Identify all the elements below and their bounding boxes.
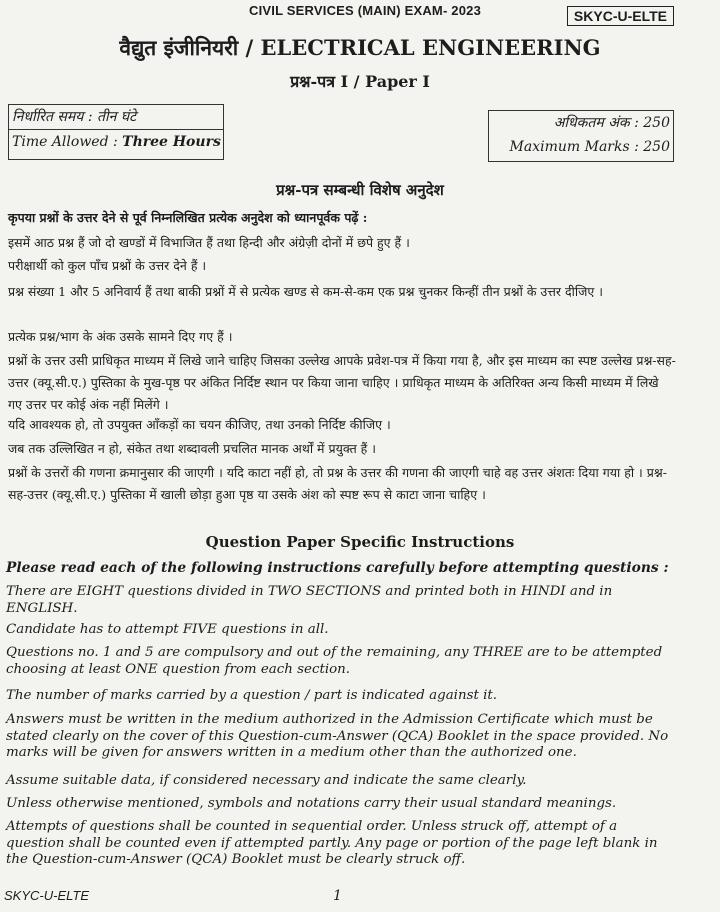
english-instruction-item: The number of marks carried by a question / part is indicated against it.	[6, 688, 498, 703]
time-allowed-hindi: निर्धारित समय : तीन घंटे	[12, 109, 137, 125]
time-allowed-label: Time Allowed :	[12, 134, 123, 150]
paper-number: प्रश्न-पत्र I / Paper I	[290, 72, 430, 91]
english-instruction-item: Attempts of questions shall be counted in sequential order. Unless struck off, attempt of a question shall be counted even if attempted partly. Any page or portion of the page left blank in the Question-cum-Answer (QCA) Booklet must be clearly struck off.	[6, 819, 658, 867]
hindi-instruction-item: जब तक उल्लिखित न हो, संकेत तथा शब्दावली प्रचलित मानक अर्थों में प्रयुक्त हैं ।	[8, 441, 377, 456]
time-allowed-box	[8, 104, 224, 160]
hindi-instruction-item: प्रश्नों के उत्तर उसी प्राधिकृत माध्यम में लिखे जाने चाहिए जिसका उल्लेख आपके प्रवेश-पत्र में किया गया है, और इस माध्यम का स्पष्ट उल्लेख प्रश्न-सह-उत्तर (क्यू.सी.ए.) पुस्तिका के मुख-पृष्ठ पर अंकित निर्दिष्ट स्थान पर किया जाना चाहिए । प्राधिकृत माध्यम के अतिरिक्त अन्य किसी माध्यम में लिखे गए उत्तर पर कोई अंक नहीं मिलेंगे ।	[8, 353, 676, 412]
hindi-instruction-item: प्रश्नों के उत्तरों की गणना क्रमानुसार की जाएगी । यदि काटा नहीं हो, तो प्रश्न के उत्तर की गणना की जाएगी चाहे वह उत्तर अंशतः दिया गया हो । प्रश्न-सह-उत्तर (क्यू.सी.ए.) पुस्तिका में खाली छोड़ा हुआ पृष्ठ या उसके अंश को स्पष्ट रूप से काटा जाना चाहिए ।	[8, 465, 667, 502]
hindi-instruction-item: परीक्षार्थी को कुल पाँच प्रश्नों के उत्तर देने हैं ।	[8, 258, 207, 273]
maximum-marks-english: Maximum Marks : 250	[509, 139, 670, 155]
exam-name: CIVIL SERVICES (MAIN) EXAM- 2023	[248, 3, 482, 18]
time-allowed-english	[9, 130, 223, 154]
english-instruction-item: Answers must be written in the medium authorized in the Admission Certificate which must be stated clearly on the cover of this Question-cum-Answer (QCA) Booklet in the space provided. No marks will be given for answers written in a medium other than the authorized one.	[6, 712, 669, 760]
english-instruction-item: Unless otherwise mentioned, symbols and notations carry their usual standard meanings.	[6, 796, 617, 811]
english-instruction-item: Candidate has to attempt FIVE questions in all.	[6, 622, 329, 637]
hindi-instruction-item: प्रत्येक प्रश्न/भाग के अंक उसके सामने दिए गए हैं ।	[8, 329, 233, 344]
subject-title: वैद्युत इंजीनियरी / ELECTRICAL ENGINEERING	[119, 35, 601, 60]
page-number: 1	[333, 888, 342, 904]
english-instruction-item: Questions no. 1 and 5 are compulsory and out of the remaining, any THREE are to be attempted choosing at least ONE question from each section.	[6, 645, 663, 677]
hindi-instructions-lead: कृपया प्रश्नों के उत्तर देने से पूर्व निम्नलिखित प्रत्येक अनुदेश को ध्यानपूर्वक पढ़ें :	[8, 210, 368, 225]
hindi-instruction-item: प्रश्न संख्या 1 और 5 अनिवार्य हैं तथा बाकी प्रश्नों में से प्रत्येक खण्ड से कम-से-कम एक प्रश्न चुनकर किन्हीं तीन प्रश्नों के उत्तर दीजिए ।	[8, 284, 603, 299]
maximum-marks-box	[488, 110, 674, 162]
english-instruction-item: There are EIGHT questions divided in TWO SECTIONS and printed both in HINDI and in ENGLISH.	[6, 584, 613, 616]
hindi-instruction-item: यदि आवश्यक हो, तो उपयुक्त आँकड़ों का चयन कीजिए, तथा उनको निर्दिष्ट कीजिए ।	[8, 417, 391, 432]
english-instructions-lead: Please read each of the following instructions carefully before attempting questions :	[6, 560, 669, 576]
footer-paper-code: SKYC-U-ELTE	[4, 888, 89, 903]
hindi-instructions-heading: प्रश्न-पत्र सम्बन्धी विशेष अनुदेश	[276, 181, 444, 199]
hindi-instruction-item: इसमें आठ प्रश्न हैं जो दो खण्डों में विभाजित हैं तथा हिन्दी और अंग्रेज़ी दोनों में छपे हुए हैं ।	[8, 235, 410, 250]
time-allowed-value: Three Hours	[122, 134, 221, 150]
paper-code-box: SKYC-U-ELTE	[567, 6, 674, 26]
english-instruction-item: Assume suitable data, if considered necessary and indicate the same clearly.	[6, 773, 527, 788]
maximum-marks-hindi: अधिकतम अंक : 250	[553, 115, 670, 131]
english-instructions-heading: Question Paper Specific Instructions	[205, 533, 515, 551]
